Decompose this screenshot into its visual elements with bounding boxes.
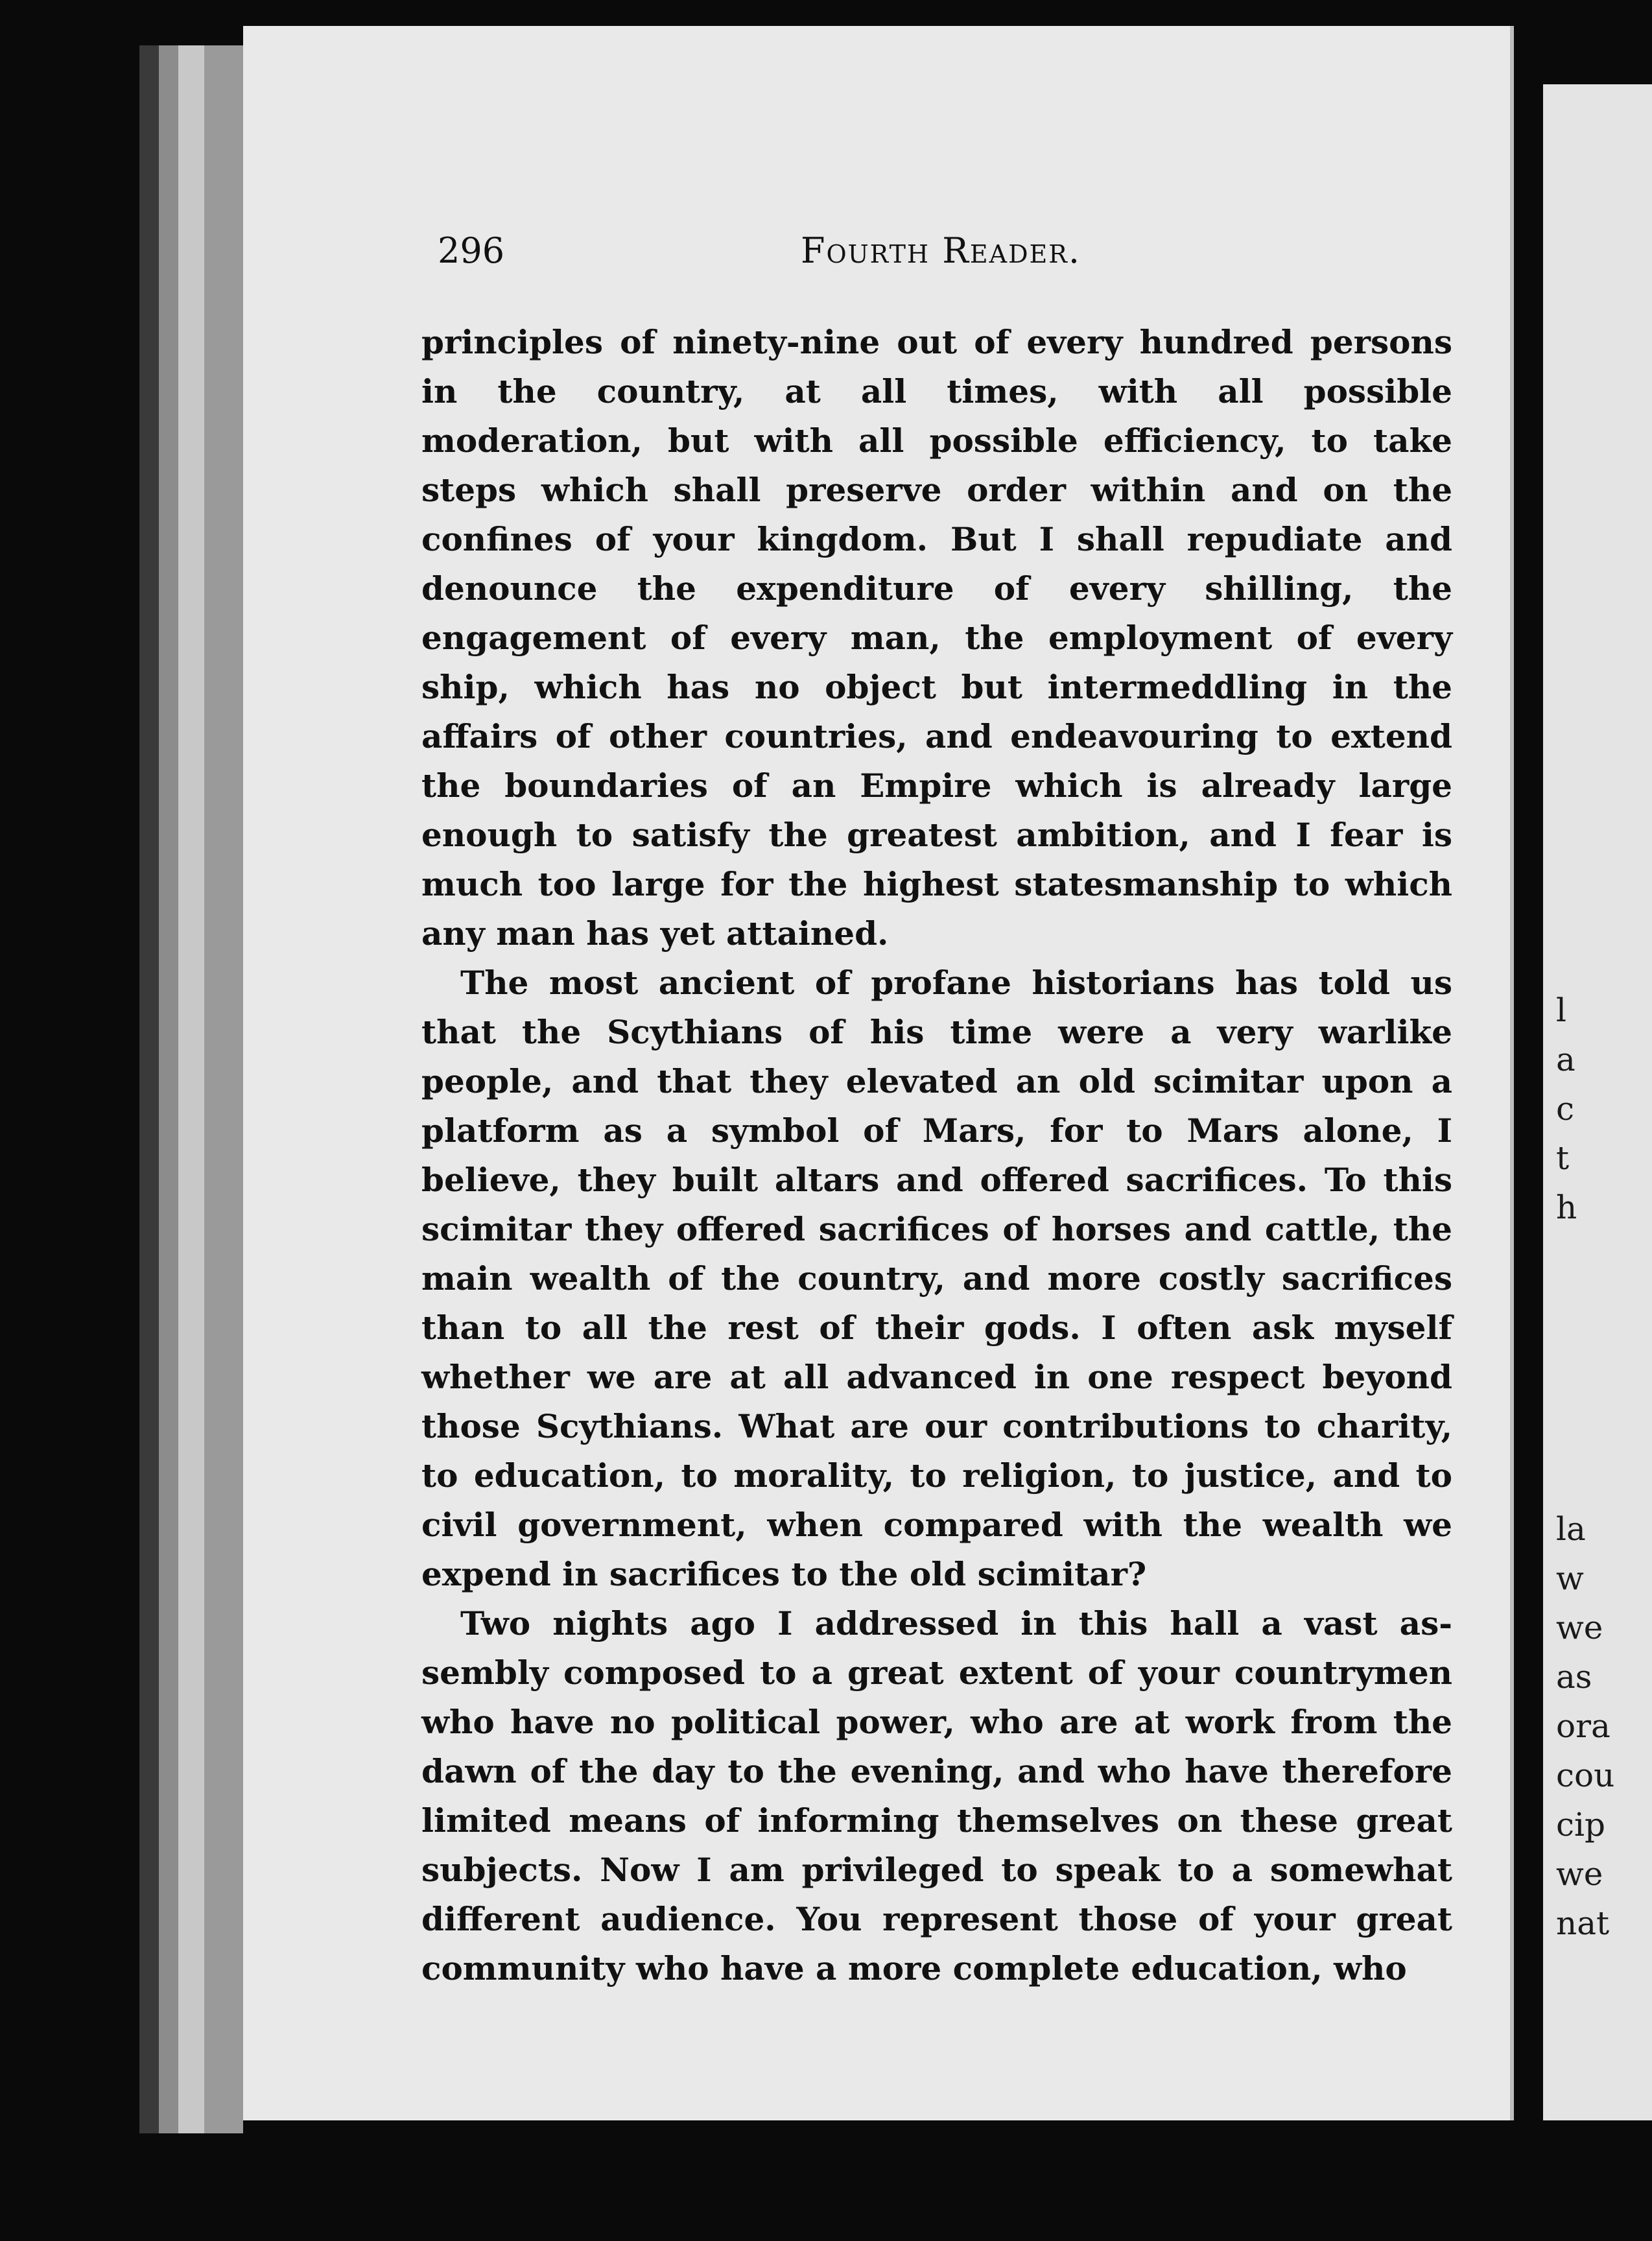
fragment: cip (1556, 1806, 1606, 1844)
fragment: we (1556, 1855, 1603, 1893)
body-text (421, 318, 1452, 1993)
fragment: c (1556, 1090, 1575, 1128)
facing-page-fragments-lower (1556, 1504, 1614, 1948)
fragment: as (1556, 1658, 1592, 1696)
book-edge (204, 45, 243, 2133)
fragment: t (1556, 1139, 1570, 1177)
fragment: h (1556, 1189, 1577, 1226)
book-edge (178, 45, 204, 2133)
facing-page-fragments-upper (1556, 986, 1577, 1232)
fragment: l (1556, 991, 1566, 1029)
fragment: a (1556, 1041, 1575, 1078)
fragment: la (1556, 1510, 1586, 1548)
fragment: cou (1556, 1757, 1615, 1794)
fragment: ora (1556, 1707, 1611, 1745)
page-number: 296 (438, 230, 505, 271)
book-edge (159, 45, 178, 2133)
running-head: Fourth Reader. (801, 230, 1081, 271)
fragment: w (1556, 1559, 1584, 1597)
fragment: we (1556, 1609, 1603, 1646)
book-edge (139, 45, 159, 2133)
paragraph: principles of ninety-nine out of every hundred persons in the country, at all times, with all possible moderation, but with all possible efficiency, to take steps which shall preserve order within and on the confines of your kingdom. But I shall repudiate and denounce the expenditure of every shilling, the engagement of every man, the employment of every ship, which has no object but intermeddling in the affairs of other countries, and endeavouring to extend the boundaries of an Empire which is already large enough to satisfy the greatest ambition, and I fear is much too large for the highest statesmanship to which any man has yet attained. (421, 323, 1452, 953)
paragraph: The most ancient of profane historians has told us that the Scythians of his time were a very warlike people, and that they elevated an old scimitar upon a platform as a symbol of Mars, for to Mars alone, I believe, they built altars and offered sacrifices. To this scimitar they offered sacrifices of horses and cattle, the main wealth of the country, and more costly sacrifices than to all the rest of their gods. I often ask myself whether we are at all advanced in one respect beyond those Scythians. What are our contributions to charity, to education, to morality, to religion, to justice, and to civil government, when compared with the wealth we expend in sacrifices to the old scimitar? (421, 964, 1452, 1593)
fragment: nat (1556, 1904, 1610, 1942)
paragraph: Two nights ago I addressed in this hall a vast assembly composed to a great extent of your countrymen who have no political power, who are at work from the dawn of the day to the evening, and who have therefore limited means of informing themselves on these great subjects. Now I am privileged to speak to a somewhat different audience. You represent those of your great community who have a more complete education, who (421, 1604, 1452, 1987)
